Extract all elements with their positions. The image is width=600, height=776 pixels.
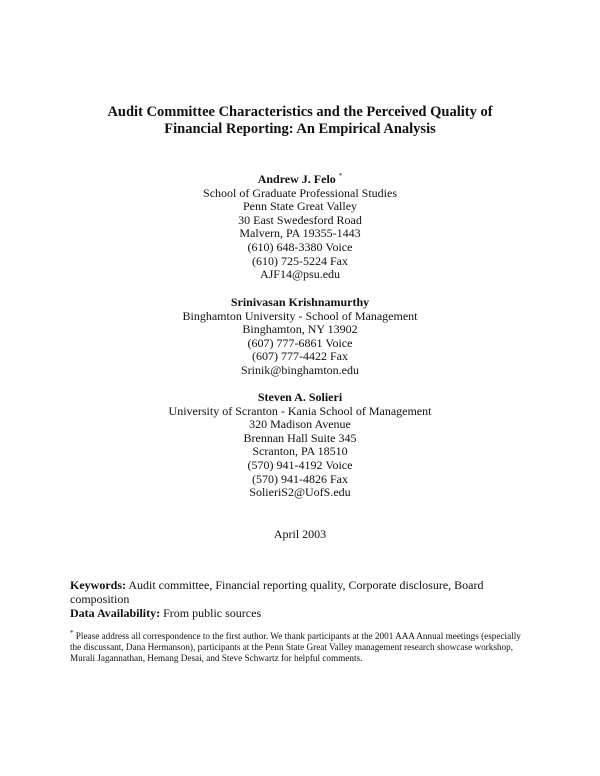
author-affiliation: University of Scranton - Kania School of Management bbox=[168, 403, 432, 418]
data-availability-line bbox=[70, 606, 530, 620]
author-block-krishnamurthy bbox=[0, 296, 600, 378]
author-email: SolieriS2@UofS.edu bbox=[249, 485, 351, 500]
author-city: Binghamton, NY 13902 bbox=[242, 322, 358, 337]
publication-date: April 2003 bbox=[273, 527, 327, 541]
keywords-label: Keywords: bbox=[70, 578, 126, 592]
author-footnote-marker: * bbox=[338, 172, 343, 180]
paper-title bbox=[0, 104, 600, 138]
author-phone: (607) 777-6861 Voice bbox=[247, 335, 353, 350]
data-availability-text: From public sources bbox=[163, 606, 262, 620]
keywords-text: Audit committee, Financial reporting quality, Corporate disclosure, Board composition bbox=[70, 578, 484, 606]
author-name: Steven A. Solieri bbox=[257, 390, 343, 404]
author-email: AJF14@psu.edu bbox=[259, 267, 341, 282]
author-block-solieri bbox=[0, 391, 600, 500]
author-affiliation: School of Graduate Professional Studies bbox=[203, 185, 397, 200]
author-fax: (570) 941-4826 Fax bbox=[252, 471, 348, 486]
author-street-address: 320 Madison Avenue bbox=[249, 417, 351, 432]
footnote-text: Please address all correspondence to the first author. We thank participants at the 2001 AAA Annual meetings (especially the discussant, Dana Hermanson), participants at the Penn State Great Valley management research showcase workshop, Murali Jagannathan, Hemang Desai, and Steve Schwartz for helpful comments. bbox=[70, 631, 521, 663]
title-line-1: Audit Committee Characteristics and the Perceived Quality of bbox=[107, 104, 493, 120]
author-phone: (610) 648-3380 Voice bbox=[247, 239, 353, 254]
author-name: Andrew J. Felo bbox=[257, 172, 336, 186]
footnote-marker: * bbox=[70, 628, 74, 637]
title-line-2: Financial Reporting: An Empirical Analysis bbox=[164, 121, 436, 137]
author-city: Malvern, PA 19355-1443 bbox=[239, 226, 361, 241]
author-street-address: 30 East Swedesford Road bbox=[238, 212, 362, 227]
author-fax: (607) 777-4422 Fax bbox=[252, 349, 348, 364]
author-name-line bbox=[0, 173, 600, 187]
keywords-line bbox=[70, 578, 530, 606]
author-institution: Penn State Great Valley bbox=[242, 199, 358, 214]
author-affiliation: Binghamton University - School of Management bbox=[182, 308, 418, 323]
author-suite: Brennan Hall Suite 345 bbox=[243, 430, 357, 445]
author-name: Srinivasan Krishnamurthy bbox=[230, 295, 370, 309]
author-email: Srinik@binghamton.edu bbox=[240, 362, 360, 377]
author-city: Scranton, PA 18510 bbox=[252, 444, 348, 459]
footnote bbox=[70, 628, 532, 664]
author-block-felo bbox=[0, 173, 600, 282]
data-availability-label: Data Availability: bbox=[70, 606, 161, 620]
keywords-section bbox=[70, 578, 530, 620]
author-fax: (610) 725-5224 Fax bbox=[252, 253, 348, 268]
author-phone: (570) 941-4192 Voice bbox=[247, 457, 353, 472]
